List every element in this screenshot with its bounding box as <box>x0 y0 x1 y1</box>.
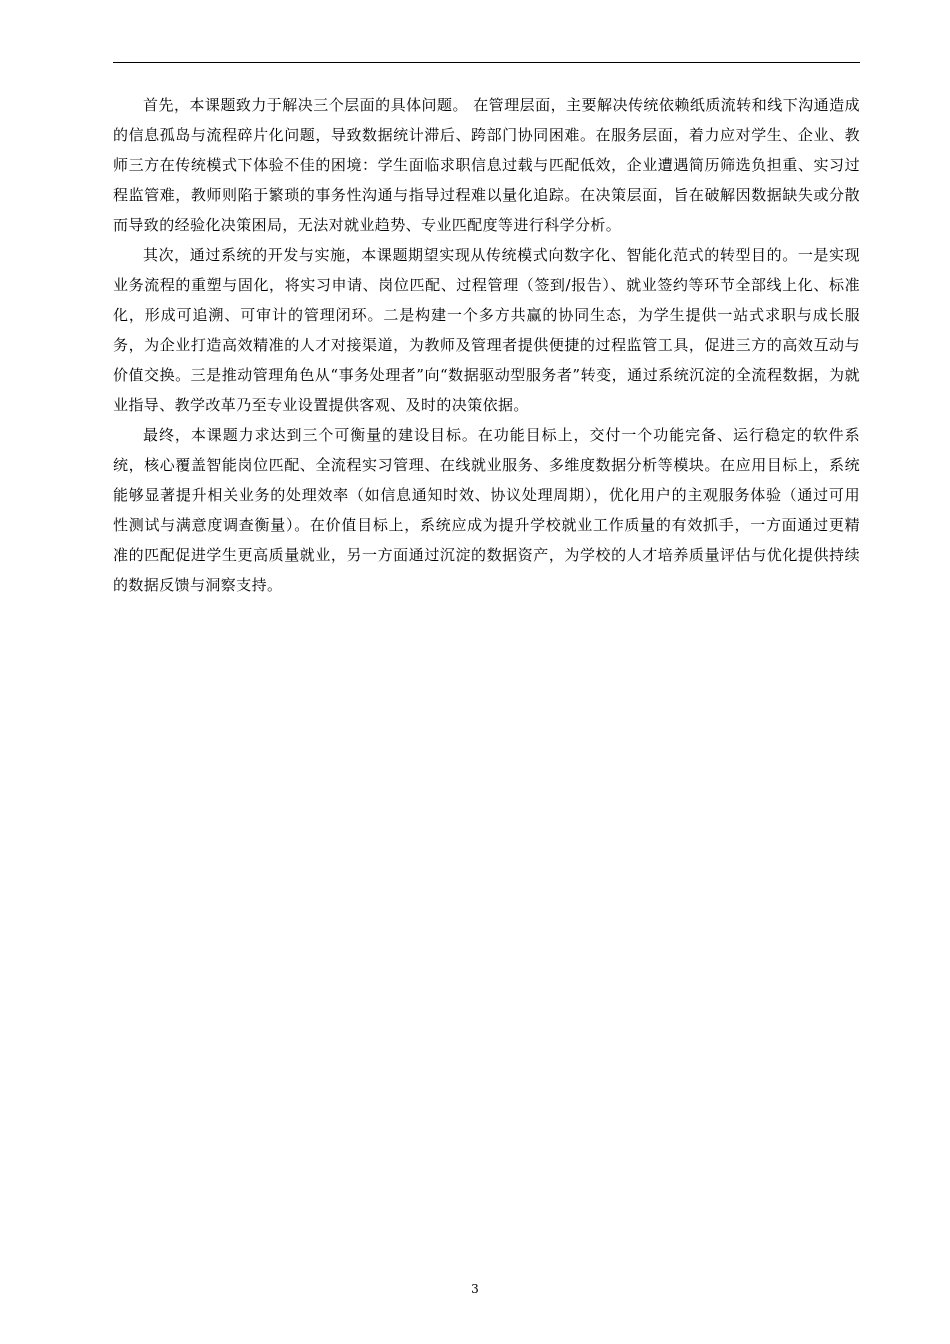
paragraph-problems: 首先，本课题致力于解决三个层面的具体问题。 在管理层面，主要解决传统依赖纸质流转和线下沟通造成的信息孤岛与流程碎片化问题，导致数据统计滞后、跨部门协同困难。在服务层面，着力应对学生、企业、教师三方在传统模式下体验不佳的困境：学生面临求职信息过载与匹配低效，企业遭遇简历筛选负担重、实习过程监管难，教师则陷于繁琐的事务性沟通与指导过程难以量化追踪。在决策层面，旨在破解因数据缺失或分散而导致的经验化决策困局，无法对就业趋势、专业匹配度等进行科学分析。 <box>113 96 860 234</box>
paragraph-goals: 最终，本课题力求达到三个可衡量的建设目标。在功能目标上，交付一个功能完备、运行稳定的软件系统，核心覆盖智能岗位匹配、全流程实习管理、在线就业服务、多维度数据分析等模块。在应用目标上，系统能够显著提升相关业务的处理效率（如信息通知时效、协议处理周期），优化用户的主观服务体验（通过可用性测试与满意度调查衡量）。在价值目标上，系统应成为提升学校就业工作质量的有效抓手，一方面通过更精准的匹配促进学生更高质量就业，另一方面通过沉淀的数据资产，为学校的人才培养质量评估与优化提供持续的数据反馈与洞察支持。 <box>113 426 860 594</box>
document-body <box>113 90 860 600</box>
paragraph-objectives: 其次，通过系统的开发与实施，本课题期望实现从传统模式向数字化、智能化范式的转型目的。一是实现业务流程的重塑与固化，将实习申请、岗位匹配、过程管理（签到/报告）、就业签约等环节全部线上化、标准化，形成可追溯、可审计的管理闭环。二是构建一个多方共赢的协同生态，为学生提供一站式求职与成长服务，为企业打造高效精准的人才对接渠道，为教师及管理者提供便捷的过程监管工具，促进三方的高效互动与价值交换。三是推动管理角色从“事务处理者”向“数据驱动型服务者”转变，通过系统沉淀的全流程数据，为就业指导、教学改革乃至专业设置提供客观、及时的决策依据。 <box>113 246 860 414</box>
page-number: 3 <box>471 1282 479 1296</box>
header-divider <box>113 62 860 63</box>
